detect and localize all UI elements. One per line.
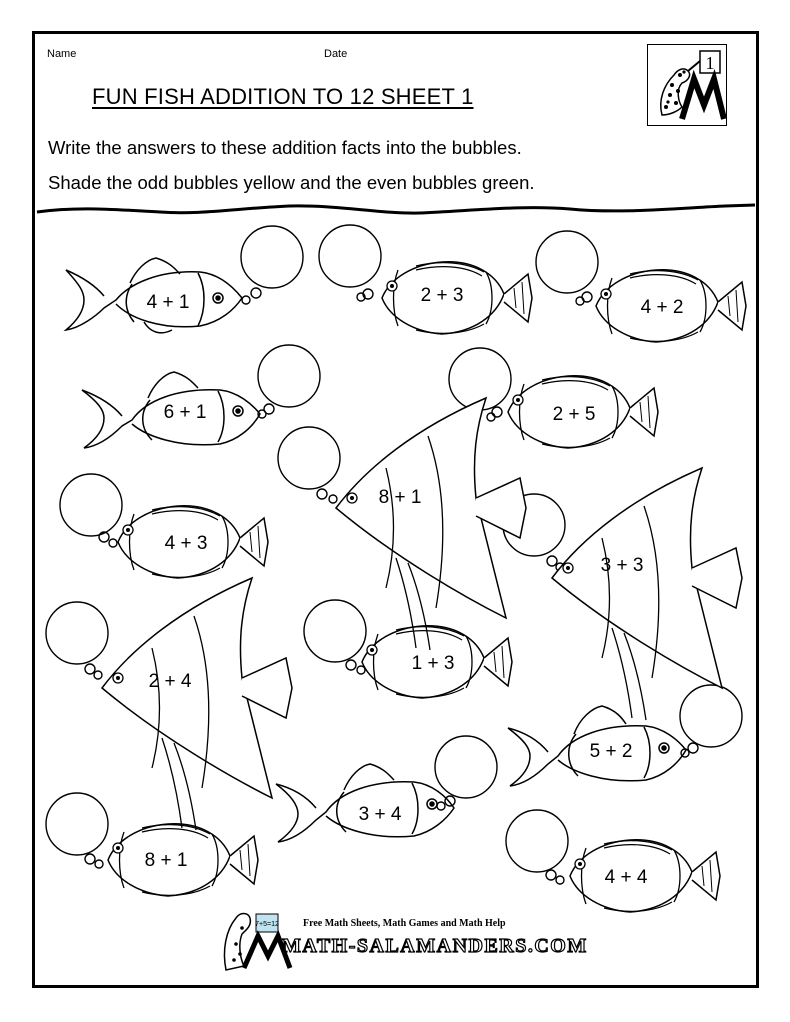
footer-badge: 7+5=12 <box>255 921 279 928</box>
name-label: Name <box>47 48 77 60</box>
footer-site[interactable]: MATH-SALAMANDERS.COM <box>282 935 588 957</box>
date-label: Date <box>324 48 348 60</box>
page-title: FUN FISH ADDITION TO 12 SHEET 1 <box>92 84 474 109</box>
instruction-line-2: Shade the odd bubbles yellow and the even bubbles green. <box>48 172 535 193</box>
instruction-line-1: Write the answers to these addition facts into the bubbles. <box>48 137 522 158</box>
footer-tagline: Free Math Sheets, Math Games and Math Help <box>303 918 506 929</box>
logo-number: 1 <box>705 53 715 73</box>
